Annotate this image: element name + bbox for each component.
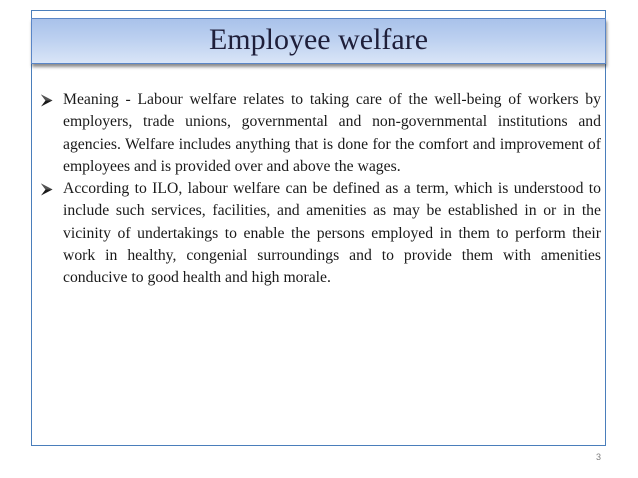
slide-title: Employee welfare xyxy=(208,23,429,56)
title-banner xyxy=(31,18,606,64)
bullet-text: Meaning - Labour welfare relates to taking care of the well-being of workers by employers, trade unions, governmental and non-governmental institutions and agencies. Welfare includes anything that is done for the comfort and improvement of employees and is provided over and above the wages. xyxy=(63,91,601,175)
slide-content xyxy=(40,89,601,290)
bullet-item xyxy=(40,89,601,178)
page-number: 3 xyxy=(595,452,601,462)
bullet-item xyxy=(40,178,601,289)
bullet-text: According to ILO, labour welfare can be defined as a term, which is understood to include such services, facilities, and amenities as may be established in or in the vicinity of undertakings to enable the persons employed in them to perform their work in healthy, congenial surroundings and to provide them with amenities conducive to good health and high morale. xyxy=(63,180,601,287)
arrowhead-bullet-icon xyxy=(40,94,53,107)
arrowhead-bullet-icon xyxy=(40,183,53,196)
